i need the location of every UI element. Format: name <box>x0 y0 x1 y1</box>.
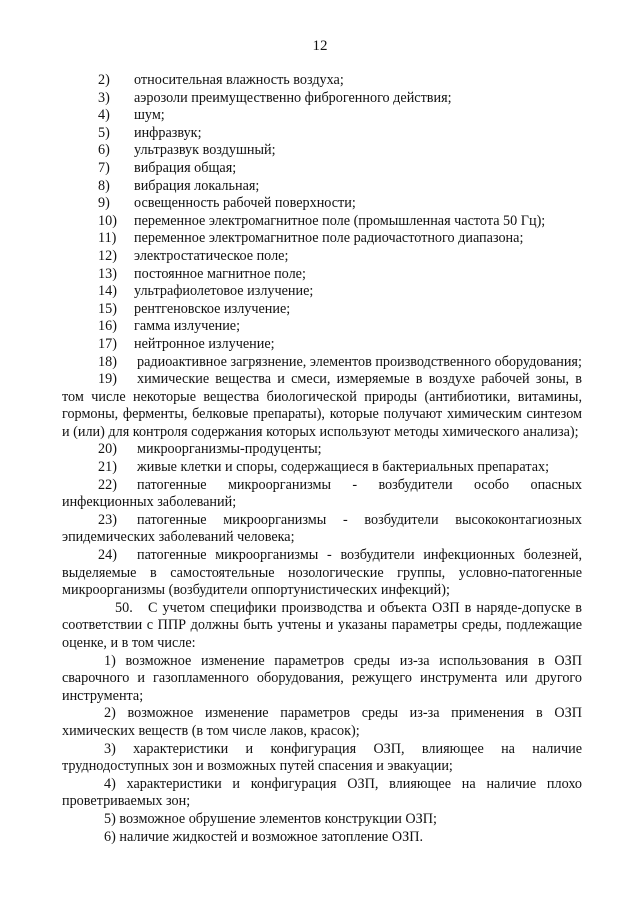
list-item-number: 12) <box>98 247 117 264</box>
list-item-22 <box>62 477 582 512</box>
list-item <box>62 336 582 354</box>
page-number: 12 <box>312 38 328 54</box>
list-item-number: 11) <box>98 230 117 247</box>
list-item-text: электростатическое поле; <box>134 247 289 264</box>
list-item-text: шум; <box>134 107 165 124</box>
list-item-number: 18) <box>98 353 117 370</box>
list-item-text: относительная влажность воздуха; <box>134 72 344 88</box>
list-item-text: патогенные микроорганизмы - возбудители инфекционных болезней, выделяемые в самостоятельные нозологические группы, условно-патогенные микроорганизмы (возбудители оппортунистических инфекций); <box>62 547 582 599</box>
list-item-20 <box>62 441 582 459</box>
list-item-number: 23) <box>98 511 117 528</box>
list-item-text: переменное электромагнитное поле (промышленная частота 50 Гц); <box>134 212 546 229</box>
list-item <box>62 195 582 213</box>
list-item <box>62 248 582 266</box>
list-item <box>62 142 582 160</box>
list-item <box>62 72 582 90</box>
list-item-24 <box>62 547 582 600</box>
list-item-19 <box>62 371 582 441</box>
list-item-number: 13) <box>98 265 117 282</box>
list-item-text: вибрация локальная; <box>134 177 260 194</box>
list-item-text: постоянное магнитное поле; <box>134 265 306 282</box>
list-item-number: 8) <box>98 177 110 194</box>
list-item <box>62 160 582 178</box>
paragraph-text: С учетом специфики производства и объекта ОЗП в наряде-допуске в соответствии с ППР должны быть учтены и указаны параметры среды, подлежащие оценке, и в том числе: <box>62 599 582 651</box>
list-item-number: 7) <box>98 159 110 176</box>
list-item-text: радиоактивное загрязнение, элементов производственного оборудования; <box>137 353 582 370</box>
list-item <box>62 125 582 143</box>
list-item-18 <box>62 354 582 372</box>
list-item-text: микроорганизмы-продуценты; <box>137 441 322 458</box>
list-item <box>62 230 582 248</box>
list-item-number: 21) <box>98 459 117 476</box>
list-item-number: 15) <box>98 300 117 317</box>
list-item-text: химические вещества и смеси, измеряемые в воздухе рабочей зоны, в том числе некоторые вещества биологической природы (антибиотики, витамины, гормоны, ферменты, белковые препараты), которые получают химическим синтезом и (или) для контроля содержания которых используют методы химического анализа); <box>62 371 582 440</box>
list-item <box>62 90 582 108</box>
list-item-number: 20) <box>98 441 117 458</box>
sub-item: 4) характеристики и конфигурация ОЗП, влияющее на наличие плохо проветриваемых зон; <box>62 775 582 810</box>
list-item-text: нейтронное излучение; <box>134 335 275 352</box>
list-item <box>62 213 582 231</box>
list-item-text: ультрафиолетовое излучение; <box>134 283 314 300</box>
list-item-text: аэрозоли преимущественно фиброгенного действия; <box>134 89 452 106</box>
sub-item: 3) характеристики и конфигурация ОЗП, влияющее на наличие труднодоступных зон и возможных путей спасения и эвакуации; <box>62 740 582 775</box>
list-item-text: гамма излучение; <box>134 318 241 335</box>
list-item-text: ультразвук воздушный; <box>134 142 276 159</box>
list-item-number: 6) <box>98 142 110 159</box>
list-item-number: 19) <box>98 371 117 388</box>
list-item <box>62 266 582 284</box>
list-item <box>62 178 582 196</box>
list-item <box>62 318 582 336</box>
list-item <box>62 301 582 319</box>
document-body <box>62 72 582 846</box>
list-item-text: вибрация общая; <box>134 159 237 176</box>
list-item-text: переменное электромагнитное поле радиочастотного диапазона; <box>134 230 524 247</box>
paragraph-50 <box>62 600 582 653</box>
list-item-number: 4) <box>98 107 110 124</box>
list-item-number: 22) <box>98 476 117 493</box>
list-item-text: инфразвук; <box>134 124 202 141</box>
paragraph-number: 50. <box>115 599 133 616</box>
list-item-number: 14) <box>98 283 117 300</box>
list-item-text: патогенные микроорганизмы - возбудители высококонтагиозных эпидемических заболеваний человека; <box>62 511 582 546</box>
list-item-text: патогенные микроорганизмы - возбудители особо опасных инфекционных заболеваний; <box>62 476 582 511</box>
list-item-23 <box>62 512 582 547</box>
sub-item: 2) возможное изменение параметров среды из-за применения в ОЗП химических веществ (в том числе лаков, красок); <box>62 705 582 739</box>
sub-item: 5) возможное обрушение элементов конструкции ОЗП; <box>104 810 437 827</box>
list-item-text: живые клетки и споры, содержащиеся в бактериальных препаратах; <box>137 459 550 476</box>
list-item <box>62 107 582 125</box>
list-item-number: 2) <box>98 72 110 88</box>
list-item-text: освещенность рабочей поверхности; <box>134 195 356 212</box>
list-item-number: 9) <box>98 195 110 212</box>
list-item-number: 5) <box>98 124 110 141</box>
list-item <box>62 283 582 301</box>
list-item-text: рентгеновское излучение; <box>134 300 291 317</box>
list-item-number: 16) <box>98 318 117 335</box>
list-item-number: 17) <box>98 335 117 352</box>
list-item-number: 24) <box>98 547 117 564</box>
list-item-21 <box>62 459 582 477</box>
sub-item: 1) возможное изменение параметров среды из-за использования в ОЗП сварочного и газопламенного оборудования, режущего инструмента или другого инструмента; <box>62 652 582 704</box>
list-item-number: 3) <box>98 89 110 106</box>
list-item-number: 10) <box>98 212 117 229</box>
sub-item: 6) наличие жидкостей и возможное затопление ОЗП. <box>104 828 424 845</box>
